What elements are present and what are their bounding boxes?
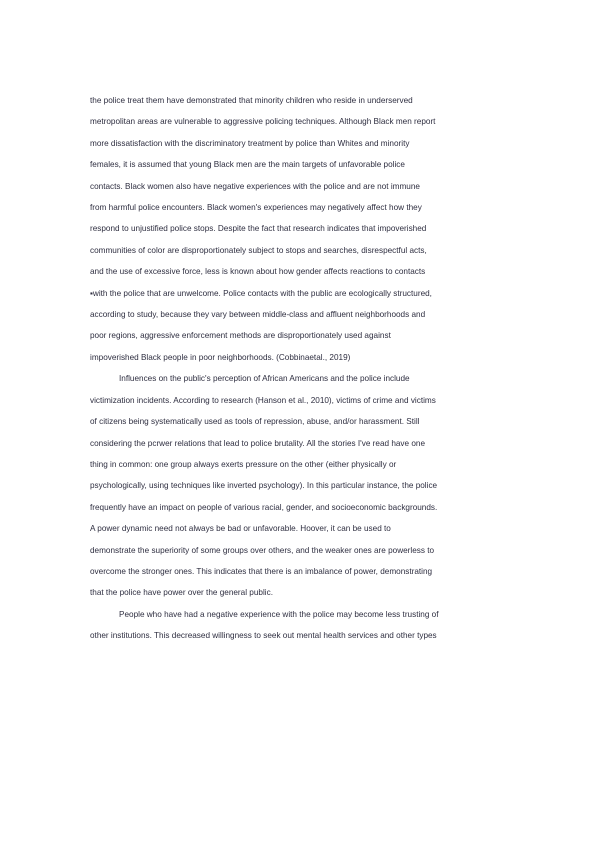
text-line: the police treat them have demonstrated that minority children who reside in underserved (90, 96, 413, 105)
paragraph-3 (90, 604, 510, 647)
text-line: more dissatisfaction with the discriminatory treatment by police than Whites and minority (90, 138, 410, 148)
text-line: from harmful police encounters. Black women's experiences may negatively affect how they (90, 203, 422, 213)
text-line: thing in common: one group always exerts pressure on the other (either physically or (90, 459, 397, 469)
text-line: victimization incidents. According to research (Hanson et al., 2010), victims of crime and victims (90, 395, 436, 405)
text-line: demonstrate the superiority of some groups over others, and the weaker ones are powerless to (90, 545, 435, 555)
text-line: of citizens being systematically used as tools of repression, abuse, and/or harassment. Still (90, 417, 420, 427)
text-line: A power dynamic need not always be bad or unfavorable. Hoover, it can be used to (90, 524, 391, 534)
text-line: overcome the stronger ones. This indicates that there is an imbalance of power, demonstrating (90, 566, 433, 576)
paragraph-1 (90, 90, 510, 368)
text-line: frequently have an impact on people of various racial, gender, and socioeconomic backgrounds. (90, 502, 438, 512)
text-line: females, it is assumed that young Black men are the main targets of unfavorable police (90, 160, 405, 170)
text-line: respond to unjustified police stops. Despite the fact that research indicates that impoverished (90, 224, 427, 234)
paragraph-2 (90, 368, 510, 603)
text-line: communities of color are disproportionately subject to stops and searches, disrespectful acts, (90, 245, 427, 255)
text-line: other institutions. This decreased willingness to seek out mental health services and other types (90, 631, 437, 641)
text-line: considering the pcrwer relations that lead to police brutality. All the stories I've read have one (90, 438, 426, 448)
text-line: psychologically, using techniques like inverted psychology). In this particular instance, the police (90, 481, 438, 491)
text-line: according to study, because they vary between middle-class and affluent neighborhoods and (90, 310, 426, 320)
text-line: that the police have power over the general public. (90, 588, 273, 598)
text-line: impoverished Black people in poor neighborhoods. (Cobbinaetal., 2019) (90, 352, 351, 362)
text-line: metropolitan areas are vulnerable to aggressive policing techniques. Although Black men report (90, 117, 436, 127)
text-line: and the use of excessive force, less is known about how gender affects reactions to contacts (90, 267, 426, 277)
text-line: ▪with the police that are unwelcome. Police contacts with the public are ecologically structured, (90, 288, 432, 298)
body-text (90, 90, 510, 647)
text-line: poor regions, aggressive enforcement methods are disproportionately used against (90, 331, 391, 341)
text-line: Influences on the public's perception of African Americans and the police include (119, 374, 410, 384)
text-line: People who have had a negative experience with the police may become less trusting of (119, 609, 439, 619)
text-line: contacts. Black women also have negative experiences with the police and are not immune (90, 181, 420, 191)
